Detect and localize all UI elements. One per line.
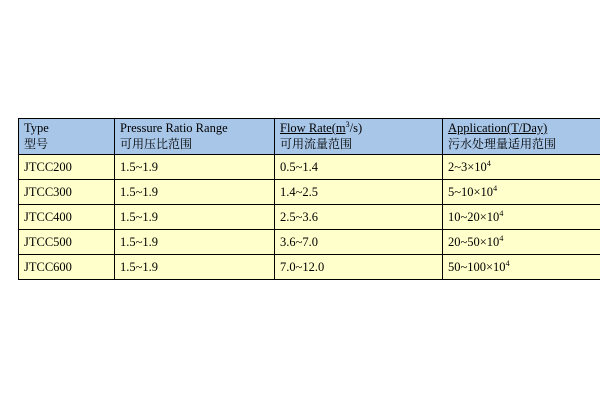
table-body xyxy=(19,155,600,280)
cell-type: JTCC200 xyxy=(19,155,115,180)
column-header-application xyxy=(443,119,600,155)
cell-pressure-ratio: 1.5~1.9 xyxy=(115,155,275,180)
cell-application-exponent: 4 xyxy=(499,233,504,243)
table-header xyxy=(19,119,600,155)
cell-pressure-ratio: 1.5~1.9 xyxy=(115,255,275,280)
cell-application-exponent: 4 xyxy=(493,183,498,193)
cell-application xyxy=(443,205,600,230)
column-header-type-cn: 型号 xyxy=(24,137,49,151)
cell-application xyxy=(443,230,600,255)
cell-application-value: 5~10×10 xyxy=(448,184,494,199)
cell-application-value: 2~3×10 xyxy=(448,159,487,174)
table-row xyxy=(19,155,600,180)
cell-type: JTCC500 xyxy=(19,230,115,255)
cell-type: JTCC400 xyxy=(19,205,115,230)
flow-rate-unit-tail: /s) xyxy=(349,121,363,135)
cell-type: JTCC300 xyxy=(19,180,115,205)
table-header-row xyxy=(19,119,600,155)
flow-rate-exponent: 3 xyxy=(345,119,350,129)
cell-flow-rate: 1.4~2.5 xyxy=(275,180,443,205)
column-header-pressure-ratio-cn: 可用压比范围 xyxy=(120,137,193,151)
column-header-flow-rate xyxy=(275,119,443,155)
column-header-flow-rate-cn: 可用流量范围 xyxy=(280,137,353,151)
cell-flow-rate: 2.5~3.6 xyxy=(275,205,443,230)
column-header-type xyxy=(19,119,115,155)
cell-application xyxy=(443,180,600,205)
column-header-pressure-ratio xyxy=(115,119,275,155)
table-row xyxy=(19,180,600,205)
cell-application xyxy=(443,155,600,180)
column-header-flow-rate-en xyxy=(280,121,438,136)
cell-application-value: 50~100×10 xyxy=(448,259,506,274)
cell-pressure-ratio: 1.5~1.9 xyxy=(115,230,275,255)
flow-rate-underlined-text: Flow Rate(m xyxy=(280,121,346,135)
table-row xyxy=(19,255,600,280)
column-header-application-cn: 污水处理量适用范围 xyxy=(448,137,557,151)
column-header-type-en: Type xyxy=(24,121,49,135)
cell-application xyxy=(443,255,600,280)
cell-application-value: 20~50×10 xyxy=(448,234,500,249)
column-header-application-en: Application(T/Day) xyxy=(448,121,548,135)
cell-type: JTCC600 xyxy=(19,255,115,280)
column-header-pressure-ratio-en: Pressure Ratio Range xyxy=(120,121,228,135)
table-row xyxy=(19,230,600,255)
cell-pressure-ratio: 1.5~1.9 xyxy=(115,180,275,205)
cell-flow-rate: 0.5~1.4 xyxy=(275,155,443,180)
cell-application-exponent: 4 xyxy=(499,208,504,218)
cell-flow-rate: 3.6~7.0 xyxy=(275,230,443,255)
specification-table xyxy=(18,118,600,280)
cell-application-value: 10~20×10 xyxy=(448,209,500,224)
cell-application-exponent: 4 xyxy=(486,158,491,168)
cell-pressure-ratio: 1.5~1.9 xyxy=(115,205,275,230)
cell-flow-rate: 7.0~12.0 xyxy=(275,255,443,280)
table-row xyxy=(19,205,600,230)
cell-application-exponent: 4 xyxy=(505,258,510,268)
